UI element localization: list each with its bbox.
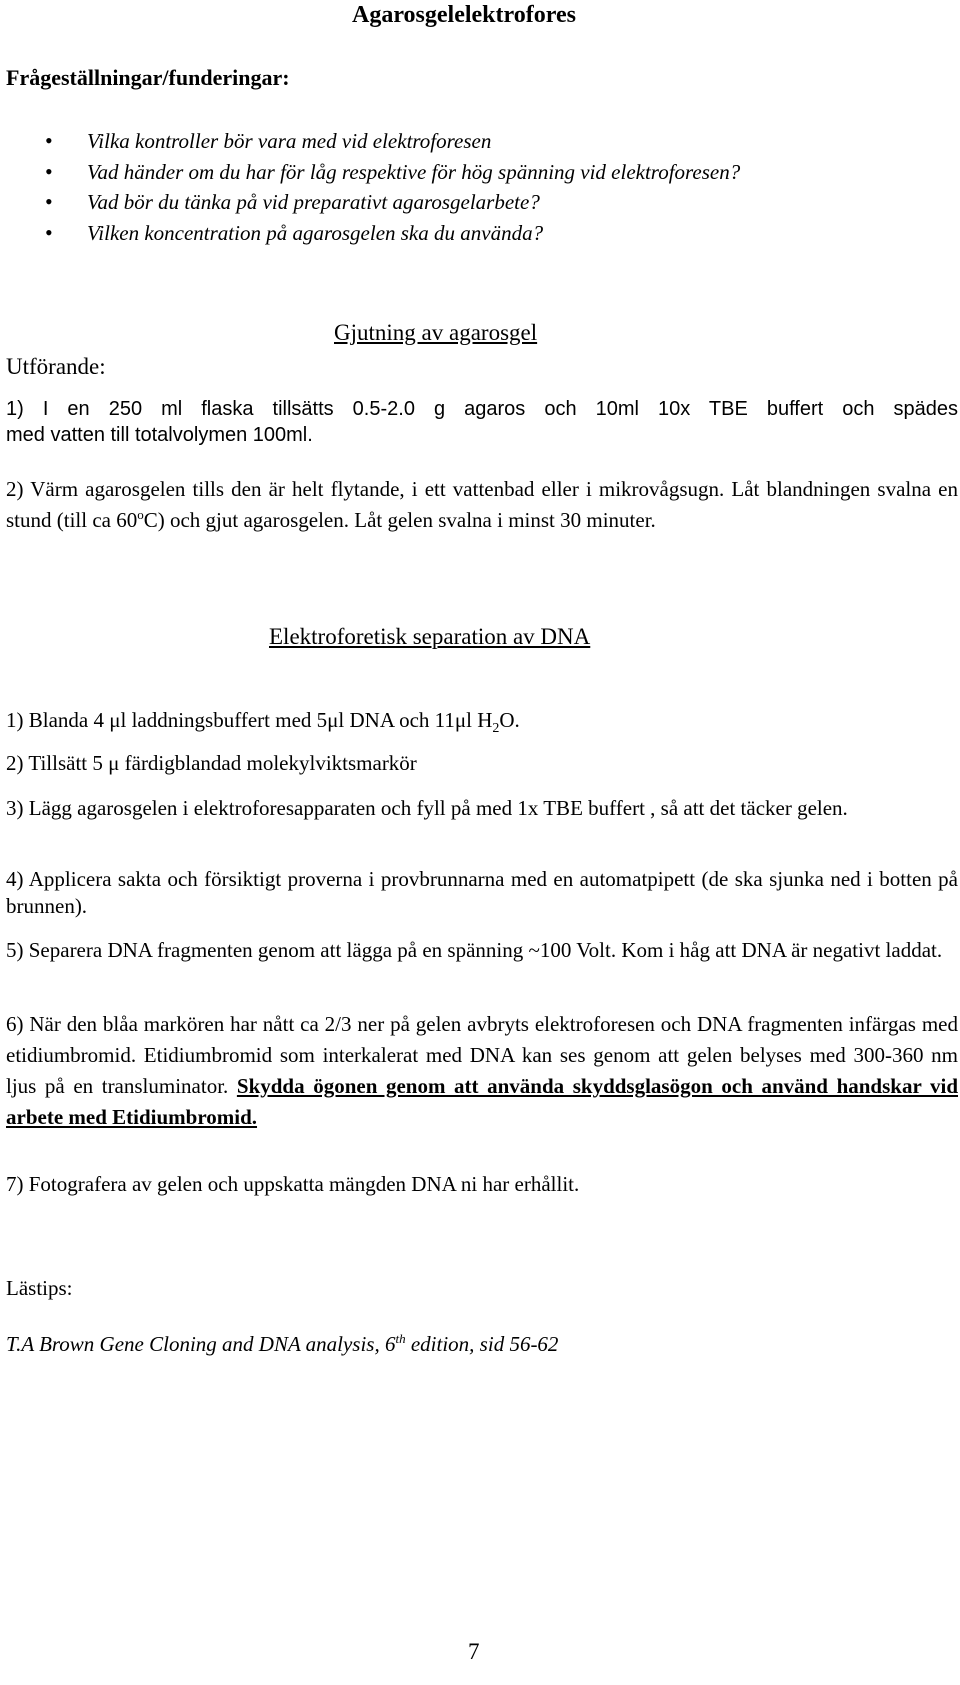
casting-step-1-part-a: 1) I en 250 ml flaska tillsätts 0.5-2. <box>6 398 404 420</box>
document-title: Agarosgelelektrofores <box>352 2 576 28</box>
separation-step-6-text: 6) När den blåa markören har nått ca 2/3 ner på gelen avbryts elektroforesen och DNA fragmenten infärgas med etidiumbromid. Etidiumbromid som interkalerat med DNA kan ses genom att gelen belyses med 300-360 nm ljus på en transluminator. <box>6 1012 958 1098</box>
degree-superscript: o <box>137 507 144 522</box>
edition-superscript: th <box>395 1331 406 1346</box>
casting-step-1-part-c: med vatten till totalvolymen 100ml. <box>6 423 313 446</box>
casting-step-2-part-a: 2) Värm agarosgelen tills den är helt flytande, i ett vattenbad eller i mikrovågsugn. Låt blandningen svalna en stund (till ca 60 <box>6 477 958 532</box>
separation-step-1 <box>6 707 958 737</box>
casting-step-1-part-b: 0 g agaros och 10ml 10x TBE buffert och spädes <box>403 398 958 420</box>
questions-list <box>45 126 740 248</box>
separation-step-1-part-b: O. <box>499 708 520 732</box>
separation-step-6 <box>6 1009 958 1133</box>
reading-tips-label: Lästips: <box>6 1276 73 1300</box>
separation-step-4: 4) Applicera sakta och försiktigt proverna i provbrunnarna med en automatpipett (de ska sjunka ned i botten på brunnen). <box>6 867 958 918</box>
safety-warning: Skydda ögonen genom att använda skyddsglasögon och använd handskar vid arbete med Etidiumbromid. <box>6 1074 959 1129</box>
casting-heading: Gjutning av agarosgel <box>334 320 538 345</box>
casting-step-1 <box>6 397 958 448</box>
list-item: • Vad bör du tänka på vid preparativt agarosgelarbete? <box>45 187 740 218</box>
subscript-2: 2 <box>492 721 500 737</box>
reference-part-b: edition, sid 56-62 <box>405 1332 559 1356</box>
separation-step-3: 3) Lägg agarosgelen i elektroforesapparaten och fyll på med 1x TBE buffert , så att det täcker gelen. <box>6 796 848 820</box>
casting-step-2 <box>6 474 958 536</box>
procedure-label: Utförande: <box>6 354 106 379</box>
list-item: • Vad händer om du har för låg respektive för hög spänning vid elektroforesen? <box>45 157 740 188</box>
page-number: 7 <box>468 1639 480 1664</box>
separation-step-7: 7) Fotografera av gelen och uppskatta mängden DNA ni har erhållit. <box>6 1172 580 1196</box>
separation-step-5: 5) Separera DNA fragmenten genom att lägga på en spänning ~100 Volt. Kom i håg att DNA är negativt laddat. <box>6 938 943 962</box>
list-item: • Vilken koncentration på agarosgelen ska du använda? <box>45 218 740 249</box>
separation-step-1-part-a: 1) Blanda 4 μl laddningsbuffert med 5μl DNA och 11μl H <box>6 708 493 732</box>
reference-part-a: T.A Brown Gene Cloning and DNA analysis, 6 <box>6 1332 396 1356</box>
questions-heading: Frågeställningar/funderingar: <box>6 65 290 90</box>
reference-citation <box>6 1331 558 1358</box>
list-item: • Vilka kontroller bör vara med vid elektroforesen <box>45 126 740 157</box>
separation-heading: Elektroforetisk separation av DNA <box>269 624 591 649</box>
separation-step-2: 2) Tillsätt 5 μ färdigblandad molekylviktsmarkör <box>6 751 417 775</box>
casting-step-2-part-b: C) och gjut agarosgelen. Låt gelen svalna i minst 30 minuter. <box>143 508 656 532</box>
